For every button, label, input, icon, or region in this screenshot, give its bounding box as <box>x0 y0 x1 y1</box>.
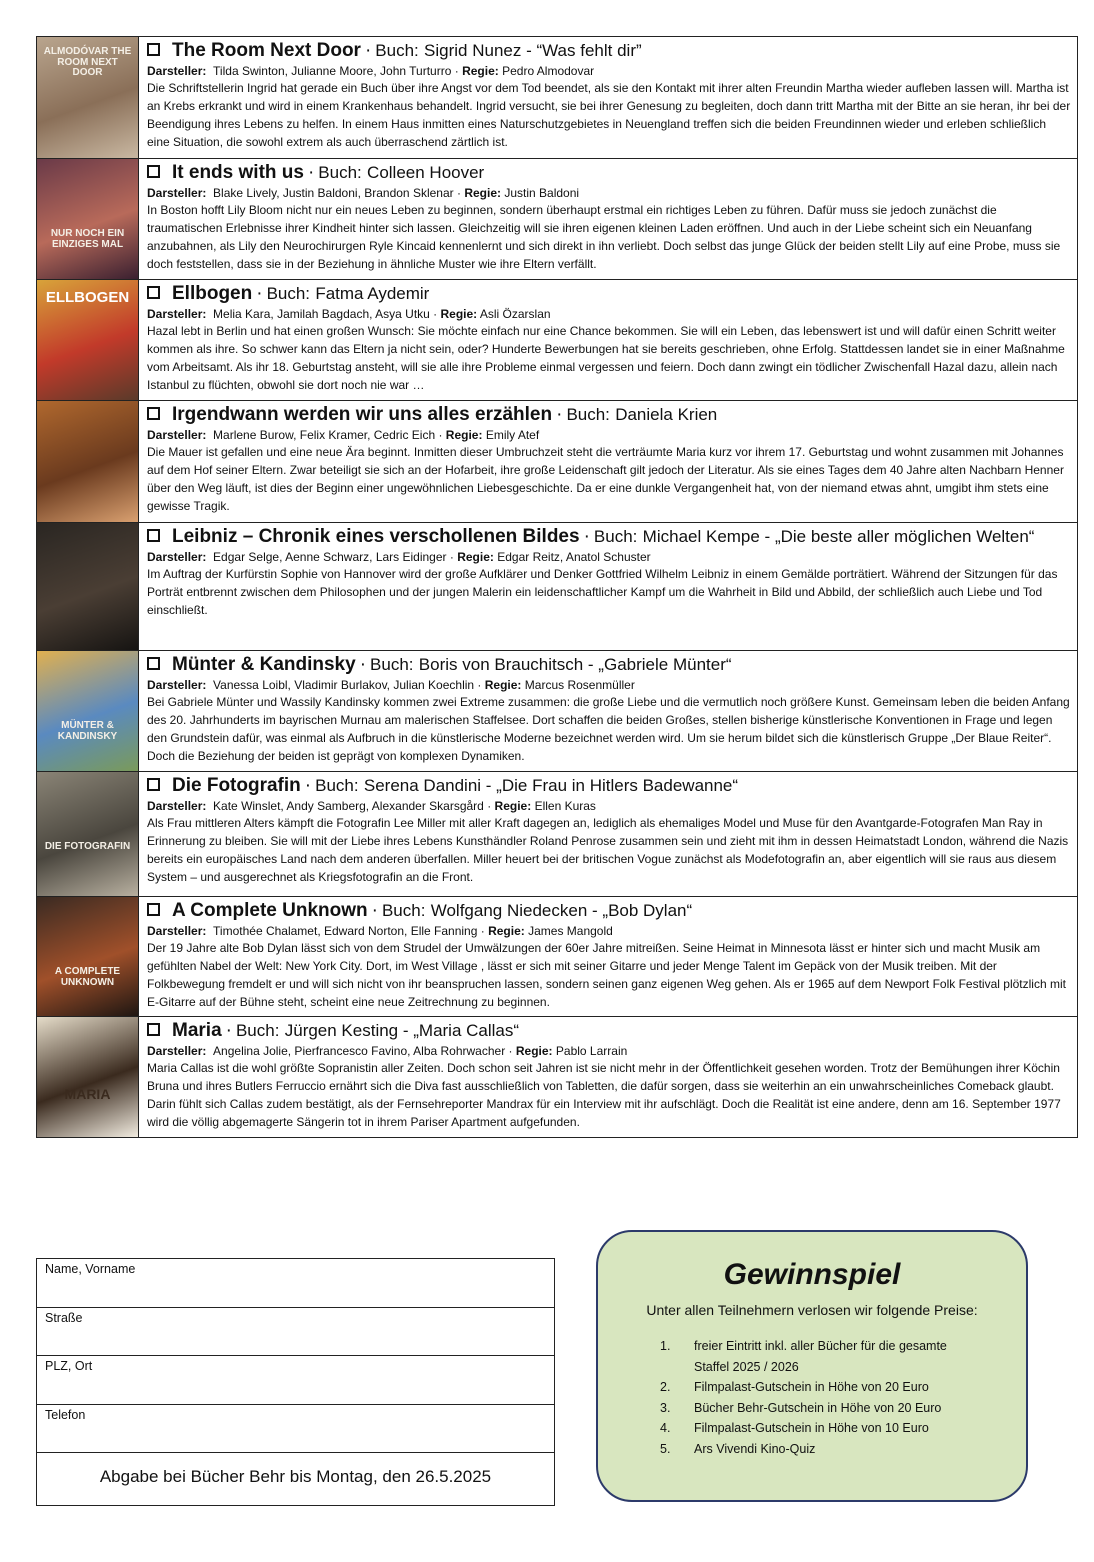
cast-list: Angelina Jolie, Pierfrancesco Favino, Alba Rohrwacher <box>213 1044 506 1058</box>
film-info <box>139 37 1077 158</box>
film-info <box>139 897 1077 1016</box>
book-source: Sigrid Nunez - “Was fehlt dir” <box>424 41 642 60</box>
film-description: Maria Callas ist die wohl größte Sopranistin aller Zeiten. Doch schon seit Jahren ist sie nicht mehr in der Öffentlichkeit gesehen worden. Trotz der Bemühungen ihrer Köchin Bruna und ihres Butlers Ferruccio ernährt sich die Diva fast ausschließlich von Tabletten, die dafür sorgen, dass sie weiterhin an ein unwahrscheinliches Comeback glaubt. Darin fühlt sich Callas zudem bestätigt, als der Fernsehreporter Mandrax für ein Interview mit ihr aufschlägt. Doch die Realität ist eine andere, denn am 16. September 1977 wird die völlig abgemagerte Sängerin tot in ihrem Pariser Apartment aufgefunden. <box>147 1061 1061 1129</box>
film-poster <box>37 37 139 158</box>
checkbox[interactable] <box>147 165 160 178</box>
director: Pablo Larrain <box>555 1044 628 1058</box>
film-title: Ellbogen <box>172 283 253 304</box>
film-description: Als Frau mittleren Alters kämpft die Fotografin Lee Miller mit aller Kraft dagegen an, lediglich als ehemaliges Model und Muse für den Avantgarde-Fotografen Man Ray in Erinnerung zu bleiben. Sie will mit der Liebe ihres Lebens Kunsthändler Roland Penrose zusammen sein und zieht mit ihm in dessen Heimatstadt London, während die Nazis bereits ein europäisches Land nach dem anderen überfallen. Miller heuert bei der britischen Vogue zunächst als Modefotografin an, aber eigentlich will sie raus aus diesem System – und ausgerechnet als Kriegsfotografin an die Front. <box>147 816 1069 884</box>
separator: · <box>364 40 372 61</box>
form-label: Name, Vorname <box>45 1262 136 1276</box>
poster-text: DIE FOTOGRAFIN <box>44 841 131 852</box>
film-credits: Darsteller: Timothée Chalamet, Edward Norton, Elle Fanning · Regie: James Mangold <box>147 924 613 938</box>
film-row <box>37 280 1077 401</box>
film-row <box>37 159 1077 280</box>
film-description: Die Mauer ist gefallen und eine neue Ära beginnt. Inmitten dieser Umbruchzeit steht die verträumte Maria kurz vor ihrem 17. Geburtstag und wohnt zusammen mit Johannes auf dem Hof seiner Eltern. Zwar beteiligt sie sich an der Hofarbeit, ihre große Leidenschaft gilt jedoch der Literatur. Als sie eines Tages dem 40 Jahre alten Nachbarn Henner über den Weg läuft, ist dies der Beginn einer ungewöhnlichen Liebesgeschichte. Da er eine dunkle Vergangenheit hat, von der niemand etwas ahnt, umgibt ihm stets eine gewisse Tragik. <box>147 445 1064 513</box>
cast-label: Darsteller: <box>147 186 207 200</box>
director-label: Regie: <box>440 307 478 321</box>
director-label: Regie: <box>462 64 499 78</box>
film-credits: Darsteller: Angelina Jolie, Pierfrancesco Favino, Alba Rohrwacher · Regie: Pablo Larrain <box>147 1044 628 1058</box>
cast-list: Tilda Swinton, Julianne Moore, John Turturro <box>213 64 452 78</box>
director: Emily Atef <box>485 428 540 442</box>
book-source: Michael Kempe - „Die beste aller möglichen Welten“ <box>642 527 1035 546</box>
book-label: Buch: <box>235 1021 280 1040</box>
film-poster <box>37 401 139 522</box>
separator: · <box>225 1020 232 1041</box>
film-row <box>37 523 1077 651</box>
film-row <box>37 401 1077 523</box>
cast-label: Darsteller: <box>147 799 207 813</box>
film-poster <box>37 1017 139 1137</box>
director: Pedro Almodovar <box>502 64 595 78</box>
book-source: Daniela Krien <box>615 405 718 424</box>
book-source: Boris von Brauchitsch - „Gabriele Münter“ <box>418 655 732 674</box>
director: Marcus Rosenmüller <box>524 678 635 692</box>
cast-label: Darsteller: <box>147 924 207 938</box>
cast-label: Darsteller: <box>147 678 207 692</box>
film-description: Die Schriftstellerin Ingrid hat gerade ein Buch über ihre Angst vor dem Tod beendet, als sie den Kontakt mit ihrer alten Freundin Martha wieder aufleben lassen will. Martha ist an Krebs erkrankt und wird in einem Krankenhaus behandelt. Ingrid versucht, sie bei ihrer Genesung zu begleiten, doch dann tritt Martha mit der Bitte an sie heran, ihr bei der Beendigung ihres Lebens zu helfen. In einem Haus inmitten eines Naturschutzgebietes in Neuengland treffen sich die beiden Freundinnen wieder und erleben schließlich eine Situation, die sowohl extrem als auch überraschend zärtlich ist. <box>147 81 1071 149</box>
cast-label: Darsteller: <box>147 64 207 78</box>
director-label: Regie: <box>484 678 522 692</box>
cast-list: Vanessa Loibl, Vladimir Burlakov, Julian Koechlin <box>213 678 475 692</box>
director: Ellen Kuras <box>534 799 596 813</box>
cast-list: Marlene Burow, Felix Kramer, Cedric Eich <box>213 428 436 442</box>
film-poster <box>37 280 139 400</box>
cast-list: Blake Lively, Justin Baldoni, Brandon Sklenar <box>213 186 454 200</box>
film-heading <box>147 282 1071 306</box>
film-heading <box>147 403 1071 427</box>
poster-text: ELLBOGEN <box>45 289 130 306</box>
director-label: Regie: <box>488 924 525 938</box>
film-title: A Complete Unknown <box>172 900 368 921</box>
checkbox[interactable] <box>147 407 160 420</box>
film-heading <box>147 39 1071 63</box>
director: James Mangold <box>528 924 613 938</box>
book-source: Fatma Aydemir <box>315 284 430 303</box>
film-description: In Boston hofft Lily Bloom nicht nur ein neues Leben zu beginnen, sondern überhaupt erstmal ein richtiges Leben zu führen. Dafür muss sie jedoch zunächst die traumatischen Erlebnisse ihrer Kindheit hinter sich lassen. Gleichzeitig will sie ihren eigenen kleinen Laden eröffnen. Und auch in der Liebe scheint sich ein Neuanfang anzubahnen, als Lily den Neurochirurgen Ryle Kincaid kennenlernt und sich direkt in ihn verliebt. Doch selbst das junge Glück der beiden stellt Lily auf eine Probe, muss sie doch feststellen, dass sie in der Beziehung in ähnliche Muster wie ihre Eltern verfällt. <box>147 203 1061 271</box>
film-title: Irgendwann werden wir uns alles erzählen <box>172 404 553 425</box>
film-title: Die Fotografin <box>172 775 301 796</box>
film-description: Bei Gabriele Münter und Wassily Kandinsky kommen zwei Extreme zusammen: die große Liebe und die vermutlich noch größere Kunst. Gemeinsam leben die beiden Anfang des 20. Jahrhunderts im bayrischen Murnau am malerischen Staffelsee. Dort schaffen die beiden Großes, stellen bisherige künstlerische Konventionen in Frage und legen den Grundstein dafür, was einmal als Aufbruch in die künstlerische Moderne bezeichnet werden wird. Um sie herum bildet sich die künstlerisch Gruppe „Der Blaue Reiter“. Doch die Beziehung der beiden ist geprägt von komplexen Dynamiken. <box>147 695 1070 763</box>
separator: · <box>583 526 590 547</box>
checkbox[interactable] <box>147 529 160 542</box>
form-label: PLZ, Ort <box>45 1359 93 1373</box>
book-source: Serena Dandini - „Die Frau in Hitlers Badewanne“ <box>363 776 739 795</box>
prize-item <box>598 1398 1026 1419</box>
entry-form <box>36 1258 555 1506</box>
cast-label: Darsteller: <box>147 307 207 321</box>
film-credits: Darsteller: Blake Lively, Justin Baldoni, Brandon Sklenar · Regie: Justin Baldoni <box>147 186 580 200</box>
form-label: Telefon <box>45 1407 86 1422</box>
film-list <box>36 36 1078 1138</box>
film-poster <box>37 523 139 650</box>
film-row <box>37 651 1077 772</box>
checkbox[interactable] <box>147 1023 160 1036</box>
book-label: Buch: <box>266 284 311 303</box>
cast-list: Edgar Selge, Aenne Schwarz, Lars Eidinger <box>213 550 447 564</box>
separator: · <box>371 900 378 921</box>
film-poster <box>37 159 139 279</box>
form-field-street[interactable] <box>37 1308 554 1357</box>
form-field-zip-city[interactable] <box>37 1356 554 1405</box>
separator: · <box>556 404 563 425</box>
film-description: Hazal lebt in Berlin und hat einen großen Wunsch: Sie möchte einfach nur eine Chance bekommen. Sie will ein Leben, das lebenswert ist und will dafür einen Schritt weiter kommen als ihre. So schwer kann das Eltern ja nicht sein, oder? Hunderte Bewerbungen hat sie bereits geschrieben, ohne Erfolg. Stattdessen landet sie in einer Maßnahme vom Arbeitsamt. Als ihr 18. Geburtstag ansteht, will sie alle ihre Probleme einmal vergessen und feiern. Doch dann zwingt ein tödlicher Zwischenfall Hazal dazu, allein nach Istanbul zu flüchten, obwohl sie dort noch nie war … <box>147 324 1065 392</box>
film-info <box>139 280 1077 400</box>
cast-list: Melia Kara, Jamilah Bagdach, Asya Utku <box>213 307 430 321</box>
prize-item <box>598 1418 1026 1439</box>
cast-list: Timothée Chalamet, Edward Norton, Elle Fanning <box>213 924 478 938</box>
book-label: Buch: <box>370 655 414 674</box>
poster-text: NUR NOCH EIN EINZIGES MAL <box>50 228 125 250</box>
book-source: Wolfgang Niedecken - „Bob Dylan“ <box>430 901 693 920</box>
prize-number: 5. <box>660 1441 671 1456</box>
poster-text: MÜNTER & KANDINSKY <box>57 720 118 742</box>
prize-list <box>598 1336 1026 1459</box>
film-title: It ends with us <box>172 162 304 183</box>
cast-label: Darsteller: <box>147 550 207 564</box>
prize-item <box>598 1336 1026 1377</box>
film-credits: Darsteller: Marlene Burow, Felix Kramer, Cedric Eich · Regie: Emily Atef <box>147 428 540 442</box>
separator: · <box>256 283 263 304</box>
book-label: Buch: <box>375 41 419 60</box>
book-source: Colleen Hoover <box>367 163 485 182</box>
book-label: Buch: <box>593 527 638 546</box>
form-label: Straße <box>45 1310 83 1325</box>
book-label: Buch: <box>566 405 610 424</box>
film-heading <box>147 161 1071 185</box>
poster-text: A COMPLETE UNKNOWN <box>54 966 121 988</box>
prize-text: Filmpalast-Gutschein in Höhe von 20 Euro <box>694 1380 929 1394</box>
form-field-phone[interactable] <box>37 1405 554 1454</box>
book-label: Buch: <box>381 901 426 920</box>
checkbox[interactable] <box>147 657 160 670</box>
director-label: Regie: <box>445 428 483 442</box>
prize-number: 1. <box>660 1339 671 1353</box>
prize-item <box>598 1377 1026 1398</box>
film-row <box>37 897 1077 1017</box>
form-field-name[interactable] <box>37 1259 554 1308</box>
prize-text: freier Eintritt inkl. aller Bücher für die gesamte Staffel 2025 / 2026 <box>694 1339 947 1374</box>
submission-note: Abgabe bei Bücher Behr bis Montag, den 26.5.2025 <box>99 1467 492 1486</box>
director-label: Regie: <box>494 799 532 813</box>
contest-title: Gewinnspiel <box>723 1258 901 1291</box>
prize-number: 4. <box>660 1421 671 1435</box>
film-credits: Darsteller: Tilda Swinton, Julianne Moore, John Turturro · Regie: Pedro Almodovar <box>147 64 595 78</box>
film-heading <box>147 525 1071 549</box>
film-title: Münter & Kandinsky <box>172 654 356 675</box>
poster-text: MARIA <box>64 1086 111 1102</box>
prize-number: 3. <box>660 1400 671 1415</box>
director: Justin Baldoni <box>504 186 580 200</box>
film-poster <box>37 651 139 771</box>
film-row <box>37 37 1077 159</box>
film-credits: Darsteller: Vanessa Loibl, Vladimir Burlakov, Julian Koechlin · Regie: Marcus Rosenmüller <box>147 678 635 692</box>
prize-number: 2. <box>660 1380 671 1394</box>
separator: · <box>307 162 315 183</box>
film-heading <box>147 1019 1071 1043</box>
film-poster <box>37 897 139 1016</box>
separator: · <box>359 654 367 675</box>
poster-text: ALMODÓVAR THE ROOM NEXT DOOR <box>43 46 132 78</box>
cast-label: Darsteller: <box>147 1044 207 1058</box>
director: Asli Özarslan <box>479 307 551 321</box>
film-info <box>139 1017 1077 1137</box>
film-description: Im Auftrag der Kurfürstin Sophie von Hannover wird der große Aufklärer und Denker Gottfried Wilhelm Leibniz in einem Gemälde porträtiert. Während der Sitzungen für das Porträt entbrennt zwischen dem Philosophen und der jungen Malerin ein leidenschaftlicher Kampf um die Wahrheit in Bild und Abbild, der schließlich auch Liebe und Tod einschließt. <box>147 567 1058 617</box>
film-credits: Darsteller: Edgar Selge, Aenne Schwarz, Lars Eidinger · Regie: Edgar Reitz, Anatol Schuster <box>147 550 651 564</box>
film-credits: Darsteller: Melia Kara, Jamilah Bagdach, Asya Utku · Regie: Asli Özarslan <box>147 307 551 321</box>
film-poster <box>37 772 139 896</box>
director: Edgar Reitz, Anatol Schuster <box>497 550 651 564</box>
director-label: Regie: <box>515 1044 553 1058</box>
film-title: The Room Next Door <box>172 40 361 61</box>
film-credits: Darsteller: Kate Winslet, Andy Samberg, Alexander Skarsgård · Regie: Ellen Kuras <box>147 799 596 813</box>
separator: · <box>304 775 312 796</box>
prize-text: Ars Vivendi Kino-Quiz <box>694 1441 816 1456</box>
cast-label: Darsteller: <box>147 428 207 442</box>
checkbox[interactable] <box>147 778 160 791</box>
film-heading <box>147 774 1071 798</box>
film-description: Der 19 Jahre alte Bob Dylan lässt sich von dem Strudel der Umwälzungen der 60er Jahre mitreißen. Seine Heimat in Minnesota lässt er hinter sich und macht Musik am gefühlten Nabel der Welt: New York City. Dort, im West Village , lässt er sich mit seiner Gitarre und jeder Menge Talent im Gepäck von der Musik treiben. Mit der Folkbewegung fremdelt er und will sich nicht von ihr beanspruchen lassen, sondern seinen ganz eigenen Weg gehen. Als er 1965 auf dem Newport Folk Festival plötzlich mit E-Gitarre auf der Bühne steht, scheint eine neue Zeitrechnung zu beginnen. <box>147 941 1066 1009</box>
film-info <box>139 772 1077 896</box>
cast-list: Kate Winslet, Andy Samberg, Alexander Skarsgård <box>213 799 484 813</box>
director-label: Regie: <box>464 186 501 200</box>
film-title: Leibniz – Chronik eines verschollenen Bildes <box>172 526 580 547</box>
contest-box <box>596 1230 1028 1502</box>
checkbox[interactable] <box>147 43 160 56</box>
film-heading <box>147 653 1071 677</box>
film-row <box>37 772 1077 897</box>
book-label: Buch: <box>315 776 359 795</box>
checkbox[interactable] <box>147 903 160 916</box>
director-label: Regie: <box>457 550 494 564</box>
film-row <box>37 1017 1077 1137</box>
film-info <box>139 523 1077 650</box>
book-source: Jürgen Kesting - „Maria Callas“ <box>284 1021 520 1040</box>
film-info <box>139 401 1077 522</box>
prize-text: Filmpalast-Gutschein in Höhe von 10 Euro <box>694 1421 929 1435</box>
checkbox[interactable] <box>147 286 160 299</box>
film-info <box>139 159 1077 279</box>
film-heading <box>147 899 1071 923</box>
film-title: Maria <box>172 1020 222 1041</box>
contest-intro: Unter allen Teilnehmern verlosen wir folgende Preise: <box>646 1302 978 1318</box>
prize-item <box>598 1439 1026 1460</box>
book-label: Buch: <box>318 163 362 182</box>
film-info <box>139 651 1077 771</box>
prize-text: Bücher Behr-Gutschein in Höhe von 20 Euro <box>694 1400 942 1415</box>
